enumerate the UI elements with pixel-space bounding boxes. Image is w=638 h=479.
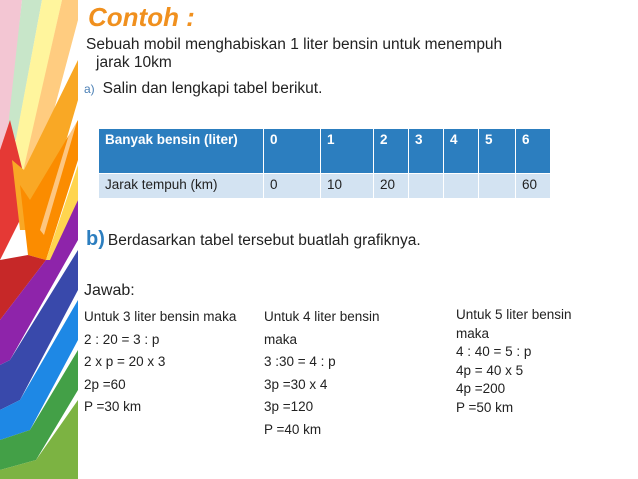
answer-line: P =50 km [456, 399, 514, 415]
table-cell: 60 [516, 174, 551, 199]
table-cell [409, 174, 444, 199]
table-header-cell: 1 [321, 129, 374, 174]
answer-line: Untuk 5 liter bensin [456, 307, 572, 322]
table-cell [444, 174, 479, 199]
table-cell [479, 174, 516, 199]
answer-label: Jawab: [84, 282, 135, 299]
table-header-cell: 4 [444, 129, 479, 174]
table-cell: Jarak tempuh (km) [99, 174, 264, 199]
answer-line: 2 x p = 20 x 3 [84, 354, 166, 369]
table-header-cell: 0 [264, 129, 321, 174]
answer-line: Untuk 4 liter bensin [264, 309, 380, 324]
problem-line-1: Sebuah mobil menghabiskan 1 liter bensin untuk menempuh [86, 36, 503, 53]
task-b-marker: b) [86, 228, 105, 250]
answer-line: Untuk 3 liter bensin maka [84, 309, 237, 324]
table-header-cell: 2 [374, 129, 409, 174]
fuel-distance-table [98, 128, 551, 199]
answer-line: 3 :30 = 4 : p [264, 354, 336, 369]
table-header-cell: Banyak bensin (liter) [99, 129, 264, 174]
task-b [86, 228, 421, 251]
table-header-row [99, 129, 551, 174]
answer-line: 4 : 40 = 5 : p [456, 344, 532, 359]
answer-line: 3p =30 x 4 [264, 376, 328, 392]
table-cell: 20 [374, 174, 409, 199]
problem-statement [86, 36, 586, 72]
table-row [99, 174, 551, 199]
slide-content [84, 0, 638, 479]
table-cell: 10 [321, 174, 374, 199]
answer-column-4-liter [264, 306, 380, 441]
answer-column-5-liter [456, 306, 572, 417]
table-cell: 0 [264, 174, 321, 199]
task-a-text: Salin dan lengkapi tabel berikut. [102, 80, 323, 97]
table-header-cell: 6 [516, 129, 551, 174]
slide-title: Contoh : [88, 2, 195, 32]
task-a [84, 80, 322, 98]
answer-column-3-liter [84, 306, 236, 419]
answer-line: 3p =120 [264, 399, 314, 414]
answer-line: P =40 km [264, 421, 322, 437]
problem-line-2: jarak 10km [96, 54, 172, 71]
task-a-marker: a) [84, 82, 95, 96]
table-header-cell: 5 [479, 129, 516, 174]
colored-pencils-decoration [0, 0, 78, 479]
answer-line: P =30 km [84, 399, 142, 414]
answer-line: 2p =60 [84, 376, 126, 392]
answer-line: maka [264, 331, 298, 347]
answer-line: 2 : 20 = 3 : p [84, 331, 160, 347]
table-header-cell: 3 [409, 129, 444, 174]
answer-line: 4p = 40 x 5 [456, 362, 524, 378]
answer-line: maka [456, 325, 490, 341]
task-b-text: Berdasarkan tabel tersebut buatlah grafiknya. [107, 232, 421, 249]
answer-line: 4p =200 [456, 381, 506, 396]
